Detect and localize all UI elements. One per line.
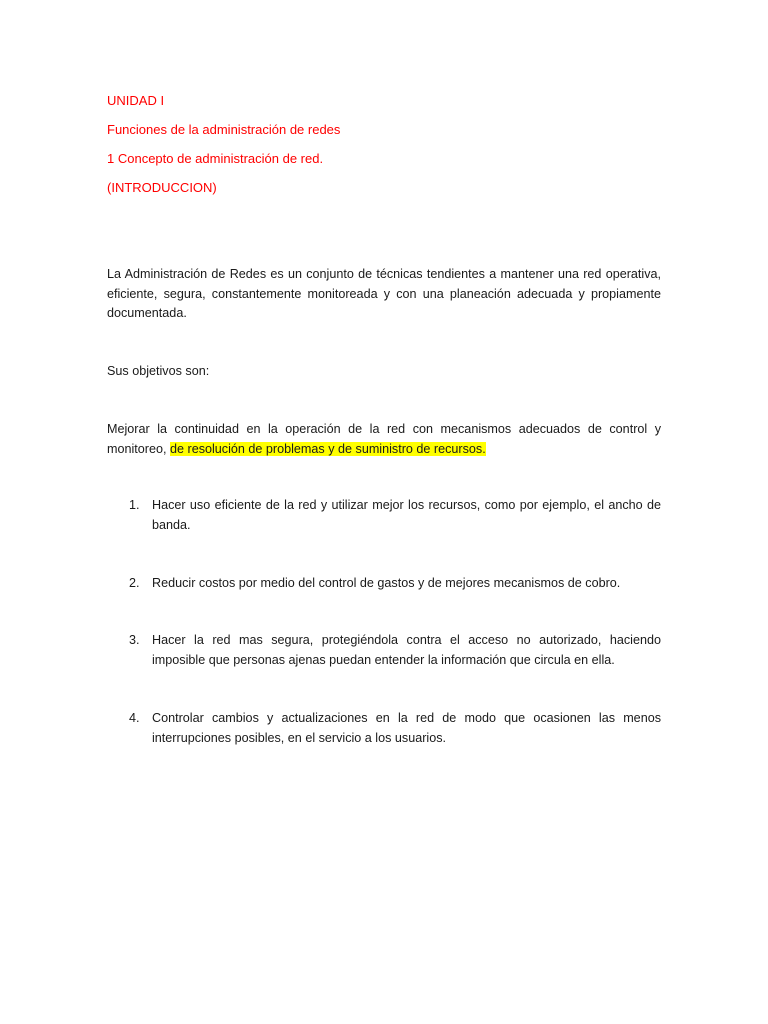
highlighted-text: de resolución de problemas y de suministro de recursos. [170, 441, 486, 456]
main-objective-text: Mejorar la continuidad en la operación de la red con mecanismos adecuados de control y monitoreo, [107, 422, 661, 456]
concept-heading: 1 Concepto de administración de red. [107, 151, 324, 166]
list-item-text: Reducir costos por medio del control de gastos y de mejores mecanismos de cobro. [152, 576, 621, 590]
list-number: 3. [129, 633, 140, 647]
list-number: 1. [129, 498, 140, 512]
unit-heading: UNIDAD I [107, 93, 165, 108]
definition-paragraph: La Administración de Redes es un conjunto de técnicas tendientes a mantener una red operativa, eficiente, segura, constantemente monitoreada y con una planeación adecuada y propiamente documentada. [107, 267, 661, 320]
list-item-text: Controlar cambios y actualizaciones en la red de modo que ocasionen las menos interrupciones posibles, en el servicio a los usuarios. [152, 711, 661, 745]
main-objective-paragraph [107, 420, 661, 459]
list-item-text: Hacer uso eficiente de la red y utilizar mejor los recursos, como por ejemplo, el ancho de banda. [152, 498, 661, 532]
functions-heading: Funciones de la administración de redes [107, 122, 341, 137]
list-number: 2. [129, 576, 140, 590]
list-item-text: Hacer la red mas segura, protegiéndola contra el acceso no autorizado, haciendo imposible que personas ajenas puedan entender la información que circula en ella. [152, 633, 661, 667]
list-number: 4. [129, 711, 140, 725]
intro-heading: (INTRODUCCION) [107, 180, 217, 195]
objectives-label: Sus objetivos son: [107, 364, 210, 378]
